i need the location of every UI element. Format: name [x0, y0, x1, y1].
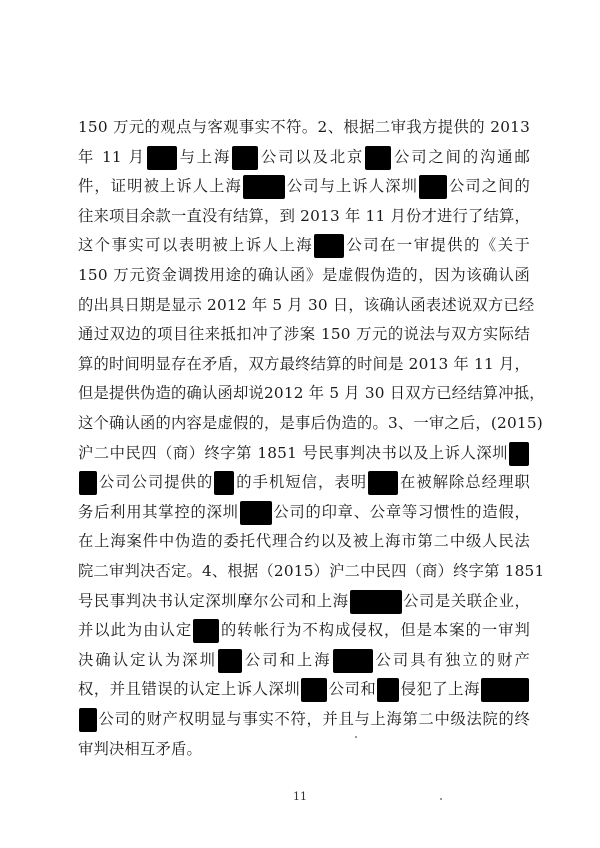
redaction-block — [365, 146, 391, 170]
text-run: 的出具日期是显示 2012 年 5 月 30 日，该确认函表述说双方已经 — [78, 295, 535, 314]
text-line — [78, 704, 530, 734]
text-line — [78, 378, 545, 408]
page-number: 11 — [293, 790, 307, 803]
text-line — [78, 556, 545, 586]
text-run: 公司之间的 — [448, 177, 530, 196]
text-run: 公司是关联企业， — [402, 591, 530, 610]
redaction-block — [243, 175, 285, 199]
text-run: 公司在一审提供的《关于 — [345, 236, 530, 255]
redaction-block — [147, 146, 177, 170]
text-run: 在被解除总经理职 — [399, 473, 530, 492]
text-line — [78, 260, 530, 290]
text-run: 的转帐行为不构成侵权，但是本案的一审判 — [220, 621, 530, 640]
redaction-block — [481, 678, 529, 702]
text-run: 这个事实可以表明被上诉人上海 — [78, 236, 314, 255]
text-run: 与上海 — [177, 147, 232, 166]
text-run: 150 万元的观点与客观事实不符。2、根据二审我方提供的 2013 — [78, 118, 530, 136]
text-run: 公司的财产权明显与事实不符，并且与上海第二中级法院的终 — [98, 710, 530, 728]
text-line — [78, 467, 530, 497]
text-run: 的手机短信，表明 — [235, 473, 368, 492]
redaction-block — [214, 471, 234, 495]
text-line — [78, 674, 530, 704]
text-run: 通过双边的项目往来抵扣冲了涉案 150 万元的说法与双方实际结 — [78, 325, 530, 344]
text-run: 公司具有独立的财产 — [373, 650, 530, 669]
text-line — [78, 408, 543, 438]
text-line — [78, 615, 530, 645]
redaction-block — [232, 146, 258, 170]
text-line — [78, 438, 530, 468]
text-run: 公司和 — [328, 680, 377, 699]
redaction-block — [368, 471, 398, 495]
text-run: 往来项目余款一直没有结算，到 2013 年 11 月份才进行了结算， — [78, 206, 530, 225]
text-run: 公司和上海 — [242, 650, 332, 669]
text-run: 侵犯了上海 — [400, 680, 480, 699]
redaction-block — [509, 442, 529, 466]
text-line — [78, 112, 530, 142]
redaction-block — [218, 649, 242, 673]
text-run: 150 万元资金调拨用途的确认函》是虚假伪造的，因为该确认函 — [78, 266, 530, 284]
text-run: 这个确认函的内容是虚假的，是事后伪造的。3、一审之后，(2015) — [78, 414, 543, 432]
text-run: 权，并且错误的认定上诉人深圳 — [78, 680, 301, 699]
text-run: 审判决相互矛盾。 — [78, 739, 202, 758]
text-run: 号民事判决书认定深圳摩尔公司和上海 — [78, 591, 349, 610]
text-line — [78, 171, 530, 201]
text-run: 公司与上诉人深圳 — [285, 177, 419, 196]
text-line — [78, 201, 530, 231]
scan-speck — [440, 798, 442, 800]
text-run: 公司之间的沟通邮 — [392, 147, 531, 166]
redaction-block — [419, 175, 447, 199]
redaction-block — [377, 678, 399, 702]
text-run: 公司公司提供的 — [98, 473, 214, 492]
redaction-block — [314, 234, 344, 258]
text-run: 年 11 月 — [78, 147, 146, 166]
text-run: 决确认定认为深圳 — [78, 650, 217, 669]
redaction-block — [79, 708, 97, 732]
text-line — [78, 497, 530, 527]
text-run: 院二审判决否定。4、根据（2015）沪二中民四（商）终字第 1851 — [78, 562, 545, 580]
text-run: 务后利用其掌控的深圳 — [78, 502, 239, 521]
redaction-block — [79, 471, 97, 495]
redaction-block — [350, 590, 402, 614]
text-line — [78, 142, 530, 172]
redaction-block — [333, 649, 373, 673]
text-run: 公司以及北京 — [259, 147, 365, 166]
text-line — [78, 645, 530, 675]
text-run: 但是提供伪造的确认函却说2012 年 5 月 30 日双方已经结算冲抵， — [78, 384, 545, 403]
redaction-block — [193, 619, 219, 643]
text-line — [78, 586, 530, 616]
text-line — [78, 734, 530, 764]
text-line — [78, 290, 535, 320]
redaction-block — [240, 501, 272, 525]
scan-speck — [355, 736, 357, 738]
text-run: 沪二中民四（商）终字第 1851 号民事判决书以及上诉人深圳 — [78, 443, 508, 462]
text-line — [78, 526, 530, 556]
text-run: 并以此为由认定 — [78, 621, 193, 640]
text-line — [78, 349, 530, 379]
text-run: 算的时间明显存在矛盾，双方最终结算的时间是 2013 年 11 月， — [78, 354, 530, 373]
text-run: 公司的印章、公章等习惯性的造假， — [272, 502, 530, 521]
text-run: 在上海案件中伪造的委托代理合约以及被上海市第二中级人民法 — [78, 532, 530, 551]
text-run: 件，证明被上诉人上海 — [78, 177, 242, 196]
redaction-block — [301, 678, 327, 702]
text-line — [78, 230, 530, 260]
text-line — [78, 319, 530, 349]
